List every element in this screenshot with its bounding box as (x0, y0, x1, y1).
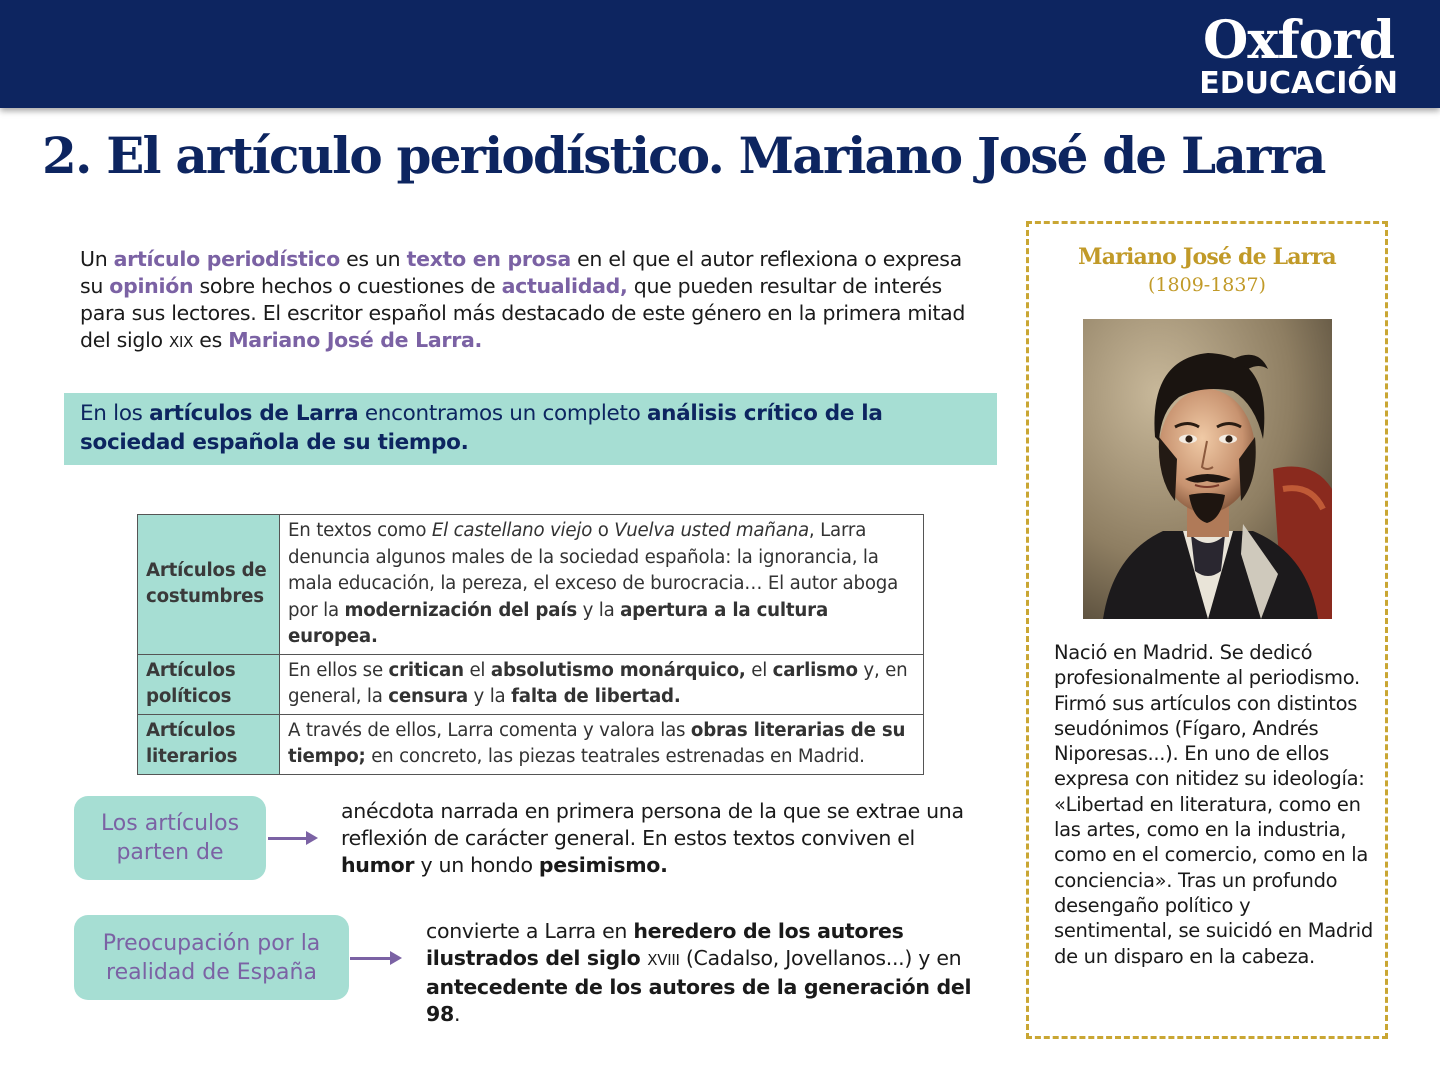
highlight-term: artículo periodístico (113, 247, 340, 271)
intro-paragraph: Un artículo periodístico es un texto en prosa en el que el autor reflexiona o expresa su opinión sobre hechos o cuestiones de actualidad, que pueden resultar de interés para sus lectores. El escritor español más destacado de este género en la primera mitad del siglo XIX es Mariano José de Larra. (80, 247, 966, 352)
arrow-icon (350, 957, 398, 960)
row-label: Artículos de costumbres (138, 515, 280, 655)
header-bar (0, 0, 1440, 108)
table-row (138, 714, 924, 774)
highlight-term: actualidad, (501, 274, 628, 298)
concept-pill: Preocupación por la realidad de España (74, 915, 349, 1000)
highlight-term: opinión (109, 274, 194, 298)
table-row (138, 515, 924, 655)
article-types-table (137, 514, 924, 775)
row-description: A través de ellos, Larra comenta y valora las obras literarias de su tiempo; en concreto, las piezas teatrales estrenadas en Madrid. (280, 714, 924, 774)
page-title: 2. El artículo periodístico. Mariano José de Larra (42, 126, 1325, 185)
concept-pill: Los artículos parten de (74, 796, 266, 880)
row-description: En textos como El castellano viejo o Vuelva usted mañana, Larra denuncia algunos males de la sociedad española: la ignorancia, la mala educación, la pereza, el exceso de burocracia… El autor aboga por la modernización del país y la apertura a la cultura europea. (280, 515, 924, 655)
logo-line-1: Oxford (1203, 10, 1395, 71)
highlight-term: Mariano José de Larra. (228, 328, 483, 352)
highlight-term: texto en prosa (406, 247, 571, 271)
table-row (138, 654, 924, 714)
highlight-box (64, 393, 997, 465)
highlight-text: En los artículos de Larra encontramos un completo análisis crítico de la sociedad española de su tiempo. (80, 401, 883, 455)
concept-explanation: convierte a Larra en heredero de los autores ilustrados del siglo XVIII (Cadalso, Jovellanos...) y en antecedente de los autores de la generación del 98. (426, 919, 972, 1026)
biography-text: Nació en Madrid. Se dedicó profesionalmente al periodismo. Firmó sus artículos con distintos seudónimos (Fígaro, Andrés Niporesas...). En uno de ellos expresa con nitidez su ideología: «Libertad en literatura, como en las artes, como en la industria, como en el comercio, como en la conciencia». Tras un profundo desengaño político y sentimental, se suicidó en Madrid de un disparo en la cabeza. (1054, 641, 1373, 968)
oxford-educacion-logo (1199, 10, 1398, 101)
row-label: Artículos literarios (138, 714, 280, 774)
logo-line-2: EDUCACIÓN (1199, 66, 1398, 101)
arrow-icon (268, 837, 314, 840)
row-description: En ellos se critican el absolutismo monárquico, el carlismo y, en general, la censura y la falta de libertad. (280, 654, 924, 714)
concept-explanation: anécdota narrada en primera persona de la que se extrae una reflexión de carácter general. En estos textos conviven el humor y un hondo pesimismo. (341, 799, 964, 877)
larra-portrait-image (1083, 319, 1332, 619)
card-name: Mariano José de Larra (1078, 244, 1336, 270)
card-dates: (1809-1837) (1148, 274, 1266, 296)
row-label: Artículos políticos (138, 654, 280, 714)
